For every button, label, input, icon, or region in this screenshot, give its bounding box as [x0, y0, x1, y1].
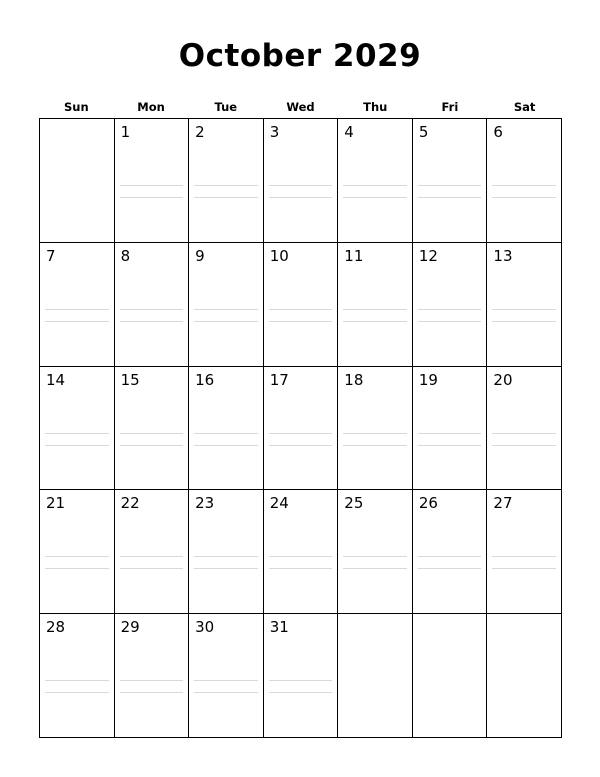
day-number: 7 [46, 246, 56, 265]
note-line [120, 321, 184, 322]
note-line [343, 433, 407, 434]
weekday-label: Wed [286, 100, 315, 114]
note-line [492, 445, 556, 446]
note-line [194, 680, 258, 681]
note-line [45, 309, 109, 310]
day-cell [40, 367, 115, 491]
note-line [269, 309, 333, 310]
note-line [194, 197, 258, 198]
day-cell [264, 367, 339, 491]
day-cell [189, 490, 264, 614]
day-number: 25 [344, 494, 364, 513]
day-number: 15 [120, 370, 140, 389]
note-line [418, 197, 482, 198]
note-line [269, 556, 333, 557]
day-number: 26 [418, 494, 438, 513]
empty-day-cell [40, 119, 115, 243]
calendar-title: October 2029 [178, 38, 422, 74]
day-cell [487, 243, 562, 367]
note-line [194, 568, 258, 569]
note-line [120, 680, 184, 681]
note-line [45, 321, 109, 322]
day-number: 11 [344, 246, 364, 265]
day-number: 8 [120, 246, 131, 265]
day-number: 27 [493, 494, 513, 513]
note-line [492, 197, 556, 198]
day-number: 4 [344, 123, 354, 141]
note-line [120, 185, 184, 186]
note-line [418, 309, 482, 310]
note-line [45, 680, 109, 681]
day-cell [264, 490, 339, 614]
day-cell [338, 490, 413, 614]
note-line [418, 556, 482, 557]
note-line [194, 445, 258, 446]
note-line [418, 433, 482, 434]
day-number: 16 [195, 370, 215, 389]
day-number: 13 [493, 246, 513, 265]
note-line [492, 556, 556, 557]
note-line [45, 433, 109, 434]
empty-day-cell [338, 614, 413, 738]
note-line [194, 309, 258, 310]
day-cell [189, 367, 264, 491]
day-number: 18 [344, 370, 364, 389]
day-number: 5 [418, 123, 429, 141]
day-number: 10 [269, 246, 289, 265]
note-line [120, 197, 184, 198]
day-number: 28 [46, 618, 66, 637]
note-line [194, 185, 258, 186]
note-line [120, 568, 184, 569]
note-line [343, 197, 407, 198]
note-line [418, 568, 482, 569]
day-number: 17 [269, 370, 289, 389]
note-line [120, 433, 184, 434]
day-cell [115, 243, 190, 367]
note-line [492, 321, 556, 322]
weekday-label: Thu [363, 100, 388, 114]
note-line [343, 185, 407, 186]
day-number: 30 [195, 618, 215, 637]
day-cell [115, 490, 190, 614]
note-line [269, 568, 333, 569]
day-cell [264, 614, 339, 738]
day-number: 29 [120, 618, 140, 637]
day-cell [413, 490, 488, 614]
note-line [418, 321, 482, 322]
day-cell [264, 119, 339, 243]
note-line [45, 556, 109, 557]
day-cell [189, 119, 264, 243]
weekday-label: Sat [513, 100, 536, 114]
day-number: 22 [120, 494, 140, 513]
note-line [343, 568, 407, 569]
note-line [45, 692, 109, 693]
note-line [492, 568, 556, 569]
note-line [343, 556, 407, 557]
empty-day-cell [413, 614, 488, 738]
day-number: 14 [46, 370, 66, 389]
note-line [45, 445, 109, 446]
day-cell [338, 119, 413, 243]
day-cell [487, 119, 562, 243]
day-cell [413, 243, 488, 367]
day-cell [413, 119, 488, 243]
weekday-label: Mon [137, 100, 165, 114]
day-cell [115, 367, 190, 491]
weekday-label: Fri [441, 100, 459, 114]
day-cell [487, 490, 562, 614]
day-cell [487, 367, 562, 491]
day-number: 24 [269, 494, 289, 513]
note-line [120, 692, 184, 693]
day-cell [189, 243, 264, 367]
day-number: 21 [46, 494, 66, 513]
day-cell [338, 243, 413, 367]
weekday-header-row [39, 98, 562, 116]
day-cell [40, 490, 115, 614]
note-line [194, 556, 258, 557]
day-cell [413, 367, 488, 491]
empty-day-cell [487, 614, 562, 738]
day-cell [40, 614, 115, 738]
day-cell [264, 243, 339, 367]
note-line [418, 445, 482, 446]
note-line [269, 321, 333, 322]
note-line [343, 321, 407, 322]
note-line [269, 692, 333, 693]
note-line [492, 309, 556, 310]
note-line [269, 680, 333, 681]
day-number: 1 [120, 123, 131, 141]
day-cell [115, 614, 190, 738]
weekday-label: Sun [64, 100, 89, 114]
day-number: 31 [269, 618, 289, 637]
day-number: 2 [195, 123, 205, 141]
note-line [343, 445, 407, 446]
day-number: 20 [493, 370, 513, 389]
day-number: 19 [418, 370, 438, 389]
note-line [492, 433, 556, 434]
day-cell [40, 243, 115, 367]
note-line [120, 445, 184, 446]
note-line [343, 309, 407, 310]
note-line [120, 556, 184, 557]
note-line [269, 197, 333, 198]
note-line [492, 185, 556, 186]
note-line [269, 445, 333, 446]
note-line [194, 692, 258, 693]
weekday-label: Tue [214, 100, 238, 114]
day-cell [115, 119, 190, 243]
note-line [45, 568, 109, 569]
note-line [418, 185, 482, 186]
note-line [194, 433, 258, 434]
day-number: 9 [195, 246, 205, 265]
calendar-grid [39, 118, 562, 738]
day-number: 12 [418, 246, 438, 265]
note-line [194, 321, 258, 322]
day-number: 3 [269, 123, 280, 141]
note-line [269, 185, 333, 186]
day-number: 6 [493, 123, 503, 141]
day-number: 23 [195, 494, 215, 513]
day-cell [189, 614, 264, 738]
day-cell [338, 367, 413, 491]
note-line [120, 309, 184, 310]
note-line [269, 433, 333, 434]
